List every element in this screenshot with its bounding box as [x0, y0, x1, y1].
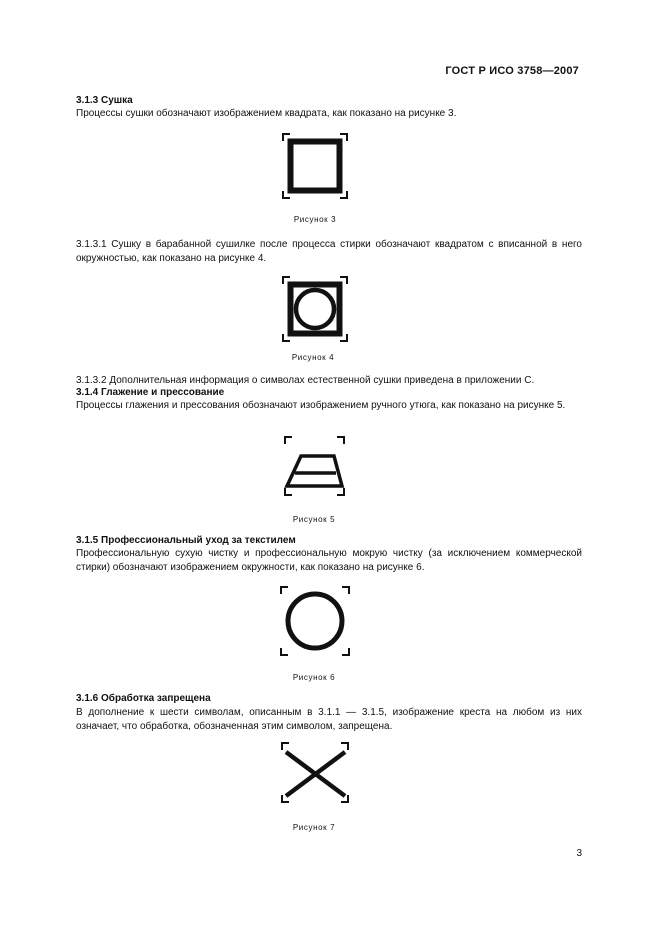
section-text-3-1-3: Процессы сушки обозначают изображением квадрата, как показано на рисунке 3.	[76, 108, 457, 119]
figure-caption-4: Рисунок 4	[291, 353, 335, 362]
section-heading-3-1-6: 3.1.6 Обработка запрещена	[76, 693, 211, 704]
figure-caption-7: Рисунок 7	[292, 823, 336, 832]
tumble-drying-icon	[282, 276, 348, 342]
page-number: 3	[576, 848, 582, 859]
circle-professional-care-icon	[280, 586, 350, 656]
section-text-3-1-5: Профессиональную сухую чистку и профессиональную мокрую чистку (за исключением коммерческой стирки) обозначают изображением окружности, как показано на рисунке 6.	[76, 548, 582, 573]
section-text-3-1-6: В дополнение к шести символам, описанным в 3.1.1 — 3.1.5, изображение креста на любом из них означает, что обработка, обозначенная этим символом, запрещена.	[76, 707, 582, 732]
section-text-3-1-3-1: 3.1.3.1 Сушку в барабанной сушилке после процесса стирки обозначают квадратом с вписанной в него окружностью, как показано на рисунке 4.	[76, 239, 582, 264]
square-drying-icon	[282, 133, 348, 199]
document-id: ГОСТ Р ИСО 3758—2007	[445, 65, 579, 77]
section-text-3-1-3-2: 3.1.3.2 Дополнительная информация о символах естественной сушки приведена в приложении С.	[76, 375, 535, 386]
section-text-3-1-4: Процессы глажения и прессования обозначают изображением ручного утюга, как показано на рисунке 5.	[76, 400, 566, 411]
iron-icon	[284, 436, 346, 498]
cross-prohibited-icon	[281, 742, 349, 804]
figure-caption-6: Рисунок 6	[292, 673, 336, 682]
section-heading-3-1-4: 3.1.4 Глажение и прессование	[76, 387, 225, 398]
figure-caption-5: Рисунок 5	[292, 515, 336, 524]
section-heading-3-1-5: 3.1.5 Профессиональный уход за текстилем	[76, 535, 296, 546]
section-heading-3-1-3: 3.1.3 Сушка	[76, 95, 133, 106]
figure-caption-3: Рисунок 3	[293, 215, 337, 224]
